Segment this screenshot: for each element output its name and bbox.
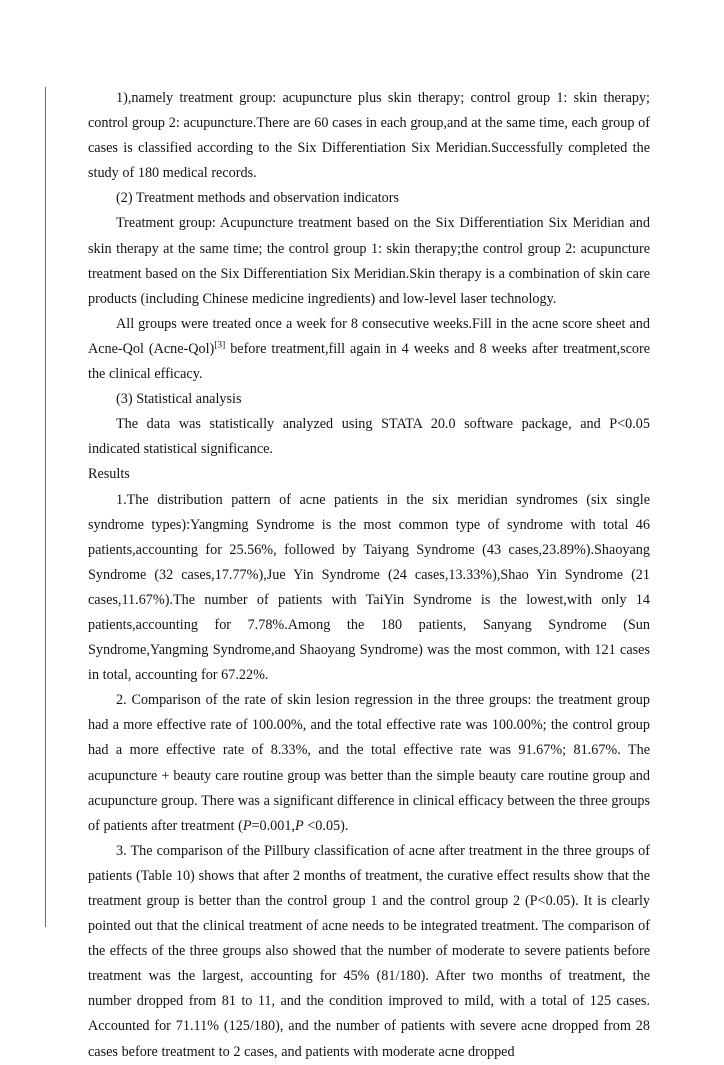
paragraph-result-1-syndrome-distribution: 1.The distribution pattern of acne patients in the six meridian syndromes (six single syndrome types):Yangming Syndrome is the most common type of syndrome with total 46 patients,accounting for 25.56%, followed by Taiyang Syndrome (43 cases,23.89%).Shaoyang Syndrome (32 cases,17.77%),Jue Yin Syndrome (24 cases,13.33%),Shao Yin Syndrome (21 cases,11.67%).The number of patients with TaiYin Syndrome is the lowest,with only 14 patients,accounting for 7.78%.Among the 180 patients, Sanyang Syndrome (Sun Syndrome,Yangming Syndrome,and Shaoyang Syndrome) was the most common, with 121 cases in total, accounting for 67.22%. [88, 491, 650, 684]
paragraph-treatment-schedule-text-after: before treatment,fill again in 4 weeks and 8 weeks after treatment,score the clinical efficacy. [88, 340, 651, 383]
paragraph-treatment-schedule [88, 312, 650, 387]
paragraph-methods-grouping: 1),namely treatment group: acupuncture plus skin therapy; control group 1: skin therapy; control group 2: acupuncture.There are 60 cases in each group,and at the same time, each group of cases is classified according to the Six Differentiation Six Meridian.Successfully completed the study of 180 medical records. [88, 90, 650, 182]
paragraph-result-2-lesion-regression [88, 688, 650, 839]
body-text-column [88, 86, 650, 1065]
paragraph-treatment-group-description: Treatment group: Acupuncture treatment based on the Six Differentiation Six Meridian and skin therapy at the same time; the control group 1: skin therapy;the control group 2: acupuncture treatment based on the Six Differentiation Six Meridian.Skin therapy is a combination of skin care products (including Chinese medicine ingredients) and low-level laser technology. [88, 215, 650, 307]
paragraph-heading-statistical-analysis: (3) Statistical analysis [116, 391, 242, 408]
paragraph-result-3-pillbury-classification: 3. The comparison of the Pillbury classification of acne after treatment in the three groups of patients (Table 10) shows that after 2 months of treatment, the curative effect results show that the treatment group is better than the control group 1 and the control group 2 (P<0.05). It is clearly pointed out that the clinical treatment of acne needs to be integrated treatment. The comparison of the effects of the three groups also showed that the number of moderate to severe patients before treatment was the largest, accounting for 45% (81/180). After two months of treatment, the number dropped from 81 to 11, and the condition improved to mild, with a total of 125 cases. Accounted for 71.11% (125/180), and the number of patients with severe acne dropped from 28 cases before treatment to 2 cases, and patients with moderate acne dropped [88, 842, 650, 1060]
revision-change-bar [45, 87, 46, 927]
stat-value-middle: =0.001, [251, 817, 295, 834]
paragraph-result-2-text-after: <0.05). [303, 817, 349, 834]
section-heading-results: Results [88, 466, 130, 483]
citation-marker-3: [3] [214, 340, 226, 351]
stat-symbol-p-value-1: P [242, 817, 252, 834]
stat-symbol-p-value-2: P [294, 817, 304, 834]
paragraph-result-2-text-before: 2. Comparison of the rate of skin lesion regression in the three groups: the treatment group had a more effective rate of 100.00%, and the total effective rate was 100.00%; the control group had a more effective rate of 8.33%, and the total effective rate was 91.67%; 81.67%. The acupuncture + beauty care routine group was better than the simple beauty care routine group and acupuncture group. There was a significant difference in clinical efficacy between the three groups of patients after treatment ( [88, 692, 650, 834]
paragraph-heading-treatment-methods: (2) Treatment methods and observation indicators [116, 190, 400, 207]
paragraph-treatment-schedule-text-before: All groups were treated once a week for 8 consecutive weeks.Fill in the acne score sheet and Acne-Qol (Acne-Qol) [88, 315, 650, 357]
paragraph-statistical-software: The data was statistically analyzed using STATA 20.0 software package, and P<0.05 indicated statistical significance. [88, 416, 650, 458]
